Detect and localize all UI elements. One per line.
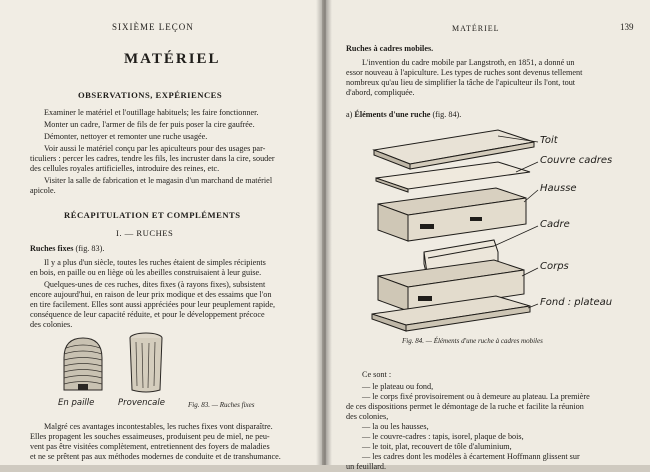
para-line: et ne se prêtent pas aux méthodes modernes de conduite et de transhumance. [30, 452, 281, 461]
subheading-elements [346, 110, 461, 120]
right-page [326, 0, 650, 471]
intro-line: essor nouveau à l'apiculture. Les types de ruches sont devenus tellement [346, 68, 583, 77]
fig83-label-provencale: Provencale [118, 398, 165, 408]
fig84-caption: Fig. 84. — Éléments d'une ruche à cadres mobiles [402, 337, 543, 345]
section-observations-title: OBSERVATIONS, EXPÉRIENCES [78, 90, 223, 100]
section-ruches-subtitle: I. — RUCHES [116, 228, 174, 238]
book-gutter-shadow [316, 0, 332, 465]
running-head-left: SIXIÈME LEÇON [112, 22, 194, 32]
ruches-fixes-heading [30, 244, 104, 254]
list-line: des colonies, [346, 412, 389, 421]
list-line: — la ou les hausses, [362, 422, 429, 431]
fig83-caption: Fig. 83. — Ruches fixes [188, 401, 255, 409]
obs-line: Démonter, nettoyer et remonter une ruche usagée. [44, 132, 208, 141]
fig84-label-couvre-cadres: Couvre cadres [540, 155, 613, 166]
running-head-right: MATÉRIEL [452, 24, 500, 33]
para-line: Quelques-unes de ces ruches, dites fixes (à rayons fixes), subsistent [44, 280, 266, 289]
obs-line: apicole. [30, 186, 56, 195]
obs-line: ticuliers : percer les cadres, tendre les fils, les incruster dans la cire, souder [30, 154, 275, 163]
intro-line: d'abord, compliquée. [346, 88, 415, 97]
para-line: en bois, en paille ou en liège où les abeilles construisaient à leur guise. [30, 268, 262, 277]
list-line: — le toit, plat, recouvert de tôle d'aluminium, [362, 442, 512, 451]
obs-line: des cellules royales artificielles, introduire des reines, etc. [30, 164, 220, 173]
fig84-label-cadre: Cadre [540, 219, 570, 230]
list-line: — le corps fixé provisoirement ou à demeure au plateau. La première [362, 392, 590, 401]
left-page [0, 0, 322, 465]
fig84-label-fond-plateau: Fond : plateau [540, 297, 613, 308]
list-line: de ces dispositions permet le démontage de la ruche et facilite la réunion [346, 402, 584, 411]
para-line: en tire facilement. Elles sont aussi appréciées pour leur peuplement rapide, [30, 300, 276, 309]
fig84-label-toit: Toit [540, 135, 558, 146]
para-line: conséquence de leur capacité réduite, et pour le développement précoce [30, 310, 265, 319]
chapter-title: MATÉRIEL [124, 51, 221, 67]
section-heading-mobile: Ruches à cadres mobiles. [346, 44, 434, 53]
fig83-reference: (fig. 83). [75, 244, 105, 253]
obs-line: Visiter la salle de fabrication et le magasin d'un marchand de matériel [44, 176, 273, 185]
para-line: Malgré ces avantages incontestables, les ruches fixes vont disparaître. [44, 422, 273, 431]
fig84-label-hausse: Hausse [540, 183, 577, 194]
section-recap-title: RÉCAPITULATION ET COMPLÉMENTS [64, 210, 241, 220]
para-line: encore aujourd'hui, en raison de leur prix modique et des essaims que l'on [30, 290, 272, 299]
list-intro: Ce sont : [362, 370, 392, 379]
obs-line: Examiner le matériel et l'outillage habituels; les faire fonctionner. [44, 108, 259, 117]
para-line: vent pas être visitées complètement, entretiennent des foyers de maladies [30, 442, 270, 451]
obs-line: Monter un cadre, l'armer de fils de fer puis poser la cire gaufrée. [44, 120, 255, 129]
obs-line: Voir aussi le matériel conçu par les apiculteurs pour des usages par- [44, 144, 266, 153]
list-line: — les cadres dont les modèles à écartement Hoffmann glissent sur [362, 452, 580, 461]
para-line: Elles propagent les souches essaimeuses, produisent peu de miel, ne peu- [30, 432, 270, 441]
subheading-prefix: a) [346, 110, 353, 119]
list-line: un feuillard. [346, 462, 387, 471]
list-line: — le plateau ou fond, [362, 382, 434, 391]
subheading-text: Éléments d'une ruche [354, 110, 431, 119]
list-line: — le couvre-cadres : tapis, isorel, plaque de bois, [362, 432, 524, 441]
intro-line: nombreux qu'au lieu de simplifier la tâche de l'apiculteur ils l'ont, tout [346, 78, 576, 87]
page-number: 139 [620, 22, 634, 32]
fig83-cork-hive-illustration [124, 330, 168, 396]
ruches-fixes-heading-text: Ruches fixes [30, 244, 74, 253]
fig84-label-corps: Corps [540, 261, 569, 272]
fig84-reference: (fig. 84). [432, 110, 462, 119]
para-line: des colonies. [30, 320, 73, 329]
fig83-label-paille: En paille [58, 398, 95, 408]
intro-line: L'invention du cadre mobile par Langstroth, en 1851, a donné un [362, 58, 575, 67]
para-line: Il y a plus d'un siècle, toutes les ruches étaient de simples récipients [44, 258, 266, 267]
fig83-straw-skep-illustration [58, 334, 108, 394]
